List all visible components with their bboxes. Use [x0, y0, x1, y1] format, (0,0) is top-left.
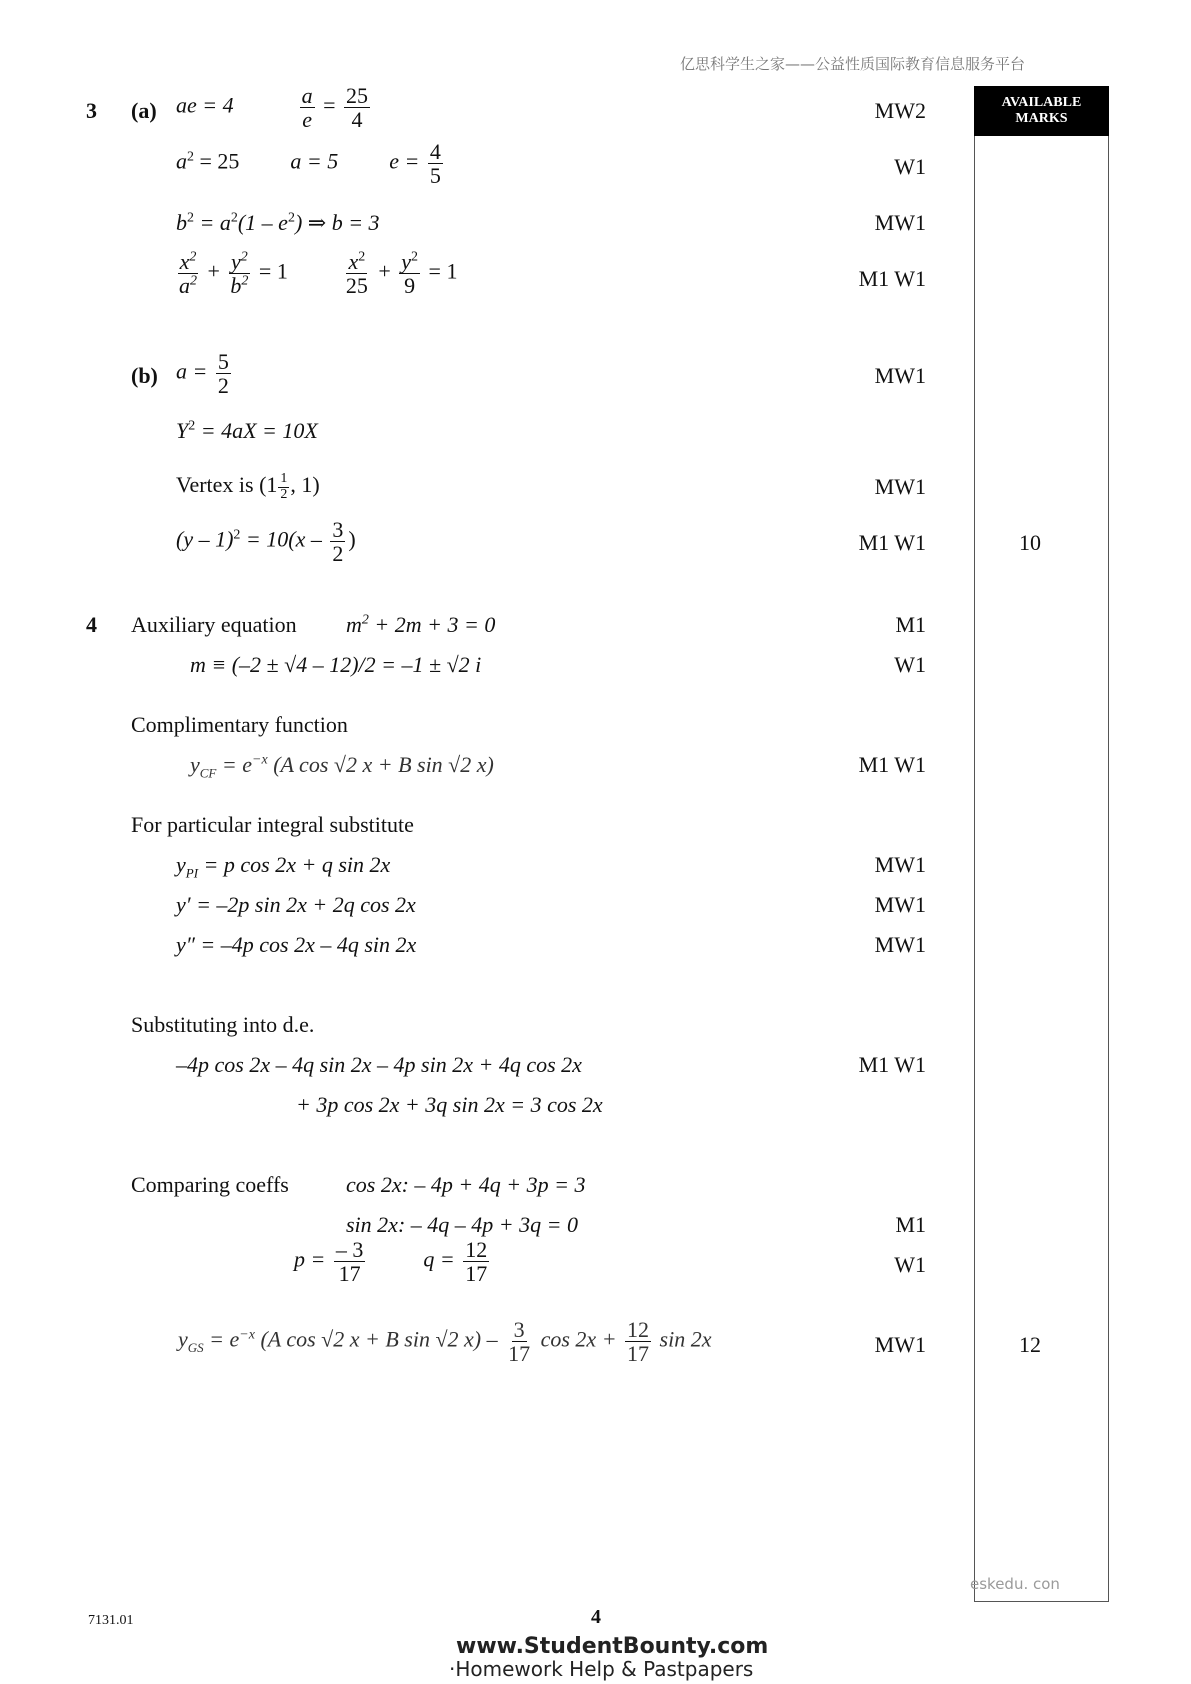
q3-a1-frac-num: a — [301, 83, 313, 108]
q3-b3-text: Vertex is (1 — [176, 472, 278, 498]
q4-cmp2: sin 2x: – 4q – 4p + 3q = 0 — [346, 1212, 578, 1237]
q3-b4-mark: M1 W1 — [858, 530, 926, 555]
q3-a3-mid: = a — [194, 210, 231, 235]
q4-pi3: y″ = –4p cos 2x – 4q sin 2x — [176, 932, 417, 957]
q4-pi1-sub: PI — [185, 865, 199, 881]
q4-gs-y: y — [178, 1326, 188, 1352]
q4-pi3-mark: MW1 — [874, 932, 926, 957]
q3-b3-tail: , 1) — [290, 472, 320, 498]
q4-cmp1: cos 2x: – 4p + 4q + 3p = 3 — [346, 1172, 586, 1197]
q4-aux-mark: M1 — [895, 612, 926, 637]
q3-a4-a: a — [179, 273, 190, 299]
q3-a4-eq1: = 1 — [258, 258, 288, 284]
available-marks-title: AVAILABLE MARKS — [1001, 95, 1082, 126]
q3-a4-x2: x — [348, 249, 359, 274]
q4-gs-d1: 17 — [508, 1341, 531, 1367]
q4-sub2: + 3p cos 2x + 3q sin 2x = 3 cos 2x — [296, 1092, 603, 1117]
q4-pq-line — [294, 1238, 492, 1285]
paper-code: 7131.01 — [88, 1613, 134, 1628]
q3-a1-rhs-den: 4 — [351, 107, 363, 133]
q3-a2-rest: = 25 — [194, 148, 240, 174]
q3-a4-mark: M1 W1 — [858, 266, 926, 291]
q3-a4-bexp: 2 — [241, 273, 249, 289]
q3-part-a-label: (a) — [131, 98, 157, 123]
q4-pi2: y′ = –2p sin 2x + 2q cos 2x — [176, 892, 416, 917]
header-site-text: 亿思科学生之家——公益性质国际教育信息服务平台 — [680, 55, 1026, 73]
q3-b4-exp: 2 — [233, 527, 241, 543]
q3-a3-tail: ) ⇒ b = 3 — [294, 210, 380, 235]
q4-cf-rest: = e — [216, 752, 253, 777]
available-marks-header — [974, 86, 1109, 136]
q3-a4-xexp: 2 — [189, 249, 197, 265]
q4-gs-sub: GS — [187, 1340, 204, 1356]
q4-aux-label: Auxiliary equation — [131, 612, 297, 637]
q3-a1-mark: MW2 — [874, 98, 926, 123]
q3-total-marks: 10 — [1019, 530, 1041, 555]
q4-roots: m ≡ (–2 ± √4 – 12)/2 = –1 ± √2 i — [190, 652, 482, 677]
q4-pi1-rest: = p cos 2x + q sin 2x — [198, 852, 391, 877]
q3-a3-rest: (1 – e — [237, 210, 288, 235]
q4-pi-label: For particular integral substitute — [131, 812, 414, 837]
q3-b4-lhs: (y – 1) — [176, 526, 234, 552]
q4-sub1: –4p cos 2x – 4q sin 2x – 4p sin 2x + 4q cos 2x — [176, 1052, 582, 1077]
q4-aux-m: m — [346, 612, 362, 637]
q3-a4-25: 25 — [345, 273, 368, 299]
q3-a2-e-den: 5 — [429, 163, 441, 189]
q3-b2-exp: 2 — [188, 418, 196, 434]
q4-q-den: 17 — [465, 1261, 488, 1287]
q4-pi2-mark: MW1 — [874, 892, 926, 917]
q3-a-line3 — [176, 210, 380, 236]
watermark-text: eskedu. con — [970, 1575, 1060, 1593]
q3-b1-den: 2 — [217, 373, 229, 399]
q3-a4-aexp: 2 — [190, 273, 197, 289]
q3-a-line1 — [176, 84, 373, 131]
q3-a4-y: y — [231, 249, 241, 274]
q3-b4-num: 3 — [332, 517, 344, 542]
question-3-number: 3 — [86, 98, 97, 123]
q3-b2-Y: Y — [176, 418, 189, 443]
q3-b3-mark: MW1 — [874, 474, 926, 499]
q4-pi1-mark: MW1 — [874, 852, 926, 877]
q3-a3-mark: MW1 — [874, 210, 926, 235]
q3-a4-y2: y — [401, 249, 412, 274]
q3-b1-lhs: a = — [176, 358, 208, 384]
q4-gs-n2: 12 — [627, 1317, 650, 1342]
q4-gs-mid2: cos 2x + — [535, 1326, 617, 1352]
q3-a2-a-eq: a = 5 — [290, 148, 339, 174]
q4-gs-tail: sin 2x — [654, 1326, 712, 1352]
q4-gs-exp: −x — [239, 1327, 255, 1343]
q3-a4-y2exp: 2 — [411, 249, 419, 265]
q4-cf-sub: CF — [199, 765, 217, 781]
q4-p-num: – 3 — [335, 1237, 364, 1262]
q4-cf-exp: −x — [252, 752, 268, 768]
q4-q-lhs: q = — [423, 1246, 455, 1272]
q3-a3-exp2: 2 — [230, 210, 238, 226]
studentbounty-url: www.StudentBounty.com — [456, 1634, 769, 1659]
q3-a-line4 — [174, 250, 457, 297]
q3-b1-num: 5 — [217, 349, 229, 374]
q3-part-b-label: (b) — [131, 363, 158, 388]
q4-gs-mark: MW1 — [874, 1332, 926, 1357]
q4-pi1-y: y — [176, 852, 186, 877]
q3-a1-frac-den: e — [302, 107, 312, 133]
q4-aux-eq — [346, 612, 495, 638]
q3-a3-b: b — [176, 210, 187, 235]
q3-a4-eq2: = 1 — [428, 258, 458, 284]
q3-b4-tail: ) — [348, 526, 356, 552]
q4-p-den: 17 — [338, 1261, 361, 1287]
q4-cmp-label: Comparing coeffs — [131, 1172, 289, 1197]
q4-gs-d2: 17 — [627, 1341, 650, 1367]
q3-a4-b: b — [230, 273, 242, 299]
q3-b1-mark: MW1 — [874, 363, 926, 388]
q4-gs-rest: = e — [203, 1326, 240, 1352]
q3-a1-lhs: ae = 4 — [176, 92, 234, 118]
studentbounty-tagline: ·Homework Help & Pastpapers — [449, 1657, 754, 1681]
q3-a3-exp1: 2 — [187, 210, 194, 226]
q4-sub-label: Substituting into d.e. — [131, 1012, 315, 1037]
q4-cf-eq — [190, 752, 494, 781]
q3-a-line2 — [176, 140, 446, 187]
q3-a4-plus1: + — [207, 258, 220, 284]
q4-aux-exp: 2 — [361, 612, 369, 628]
q4-cf-y: y — [190, 752, 200, 777]
q4-total-marks: 12 — [1019, 1332, 1041, 1357]
q4-cf-label: Complimentary function — [131, 712, 348, 737]
q3-b-line4 — [176, 518, 356, 565]
q3-a2-mark: W1 — [894, 154, 926, 179]
q4-cf-mark: M1 W1 — [858, 752, 926, 777]
q3-a3-exp3: 2 — [287, 210, 295, 226]
q3-b-line1 — [176, 350, 234, 397]
q3-b3-den: 2 — [280, 486, 288, 502]
q4-p-lhs: p = — [294, 1246, 326, 1272]
q3-b2-rest: = 4aX = 10X — [195, 418, 318, 443]
q3-a4-x: x — [179, 249, 190, 274]
q3-b-line2 — [176, 418, 318, 444]
q3-a4-plus2: + — [378, 258, 391, 284]
q3-a2-e-eq: e = — [389, 148, 420, 174]
page-number: 4 — [591, 1606, 601, 1628]
q3-b3-num: 1 — [280, 471, 288, 486]
q4-cf-tail: (A cos √2 x + B sin √2 x) — [267, 752, 494, 777]
question-4-number: 4 — [86, 612, 97, 637]
q3-a1-equals: = — [323, 92, 336, 118]
q3-a2-exp: 2 — [187, 149, 194, 165]
q3-a1-rhs-num: 25 — [346, 83, 369, 108]
q4-cmp2-mark: M1 — [895, 1212, 926, 1237]
q3-a2-a: a — [176, 148, 187, 174]
q3-b-line3 — [176, 472, 320, 502]
q4-pi1 — [176, 852, 391, 881]
q4-sub1-mark: M1 W1 — [858, 1052, 926, 1077]
q3-a2-e-num: 4 — [429, 139, 441, 164]
q4-gs-n1: 3 — [513, 1317, 525, 1342]
q4-roots-mark: W1 — [894, 652, 926, 677]
q4-gs-mid: (A cos √2 x + B sin √2 x) – — [254, 1326, 498, 1352]
q4-pq-mark: W1 — [894, 1252, 926, 1277]
q3-a4-9: 9 — [404, 273, 416, 299]
available-marks-column — [974, 86, 1109, 1602]
q4-q-num: 12 — [465, 1237, 488, 1262]
q3-b4-den: 2 — [332, 541, 344, 567]
q3-a4-x2exp: 2 — [358, 249, 366, 265]
q3-a4-yexp: 2 — [240, 249, 248, 265]
q4-gs-eq — [178, 1318, 712, 1365]
q4-aux-rest: + 2m + 3 = 0 — [368, 612, 496, 637]
q3-b4-mid: = 10(x – — [240, 526, 322, 552]
